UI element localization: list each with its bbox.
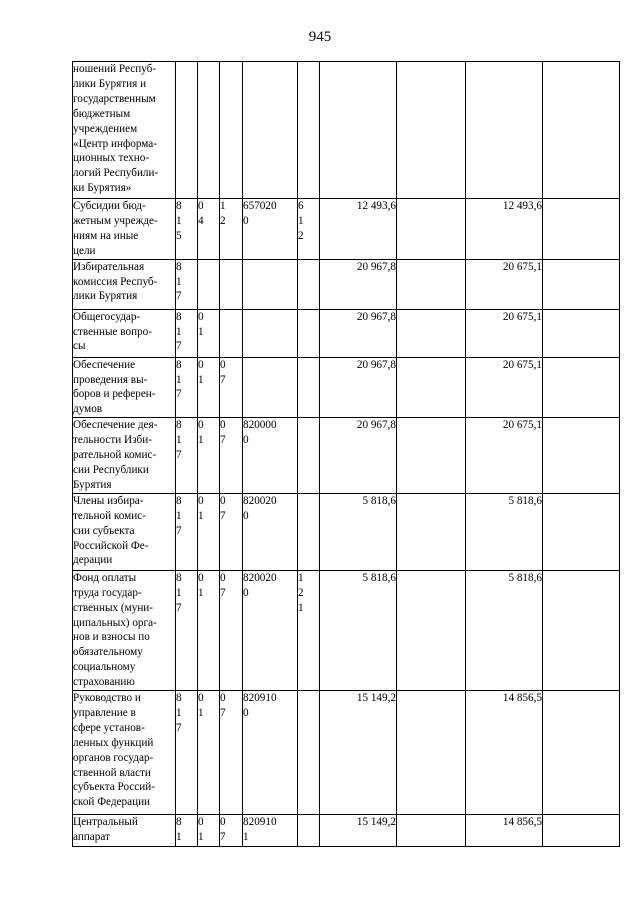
subsection-code-value: 0 7 xyxy=(220,571,226,599)
amount-value-2: 14 856,5 xyxy=(502,816,542,829)
item-name-line: бюджетным xyxy=(73,107,131,120)
table-row xyxy=(73,199,620,260)
table-row xyxy=(73,493,620,570)
amount-value-1: 5 818,6 xyxy=(362,494,396,507)
ved-code-value: 8 1 7 xyxy=(176,260,182,303)
target-article-code-cell xyxy=(243,259,298,309)
amount-value-2: 20 675,1 xyxy=(502,260,542,273)
subsection-code-value: 0 7 xyxy=(220,816,226,843)
ved-code-cell xyxy=(176,570,198,690)
section-code-value: 0 1 xyxy=(198,310,204,338)
expense-type-code-cell xyxy=(298,309,320,357)
item-name-line: Фонд оплаты xyxy=(73,571,137,584)
item-name-line: тельной комис- xyxy=(73,509,146,522)
subsection-code-cell xyxy=(220,62,243,199)
item-name-line: ственные вопро- xyxy=(73,325,152,338)
empty-cell xyxy=(397,309,466,357)
amount-value-1: 12 493,6 xyxy=(356,200,396,212)
ved-code-cell xyxy=(176,418,198,494)
item-name-line: ки Бурятия» xyxy=(73,182,132,195)
ved-code-value: 8 1 xyxy=(176,816,182,843)
section-code-cell xyxy=(198,62,220,199)
amount-value-1: 15 149,2 xyxy=(356,692,396,705)
table-row xyxy=(73,259,620,309)
item-name-line: Избирательная xyxy=(73,260,145,273)
item-name-line: ниям на иные xyxy=(73,229,139,242)
amount-cell-1 xyxy=(320,259,397,309)
item-name-line: проведения вы- xyxy=(73,373,148,386)
empty-cell xyxy=(543,570,620,690)
amount-value-2: 14 856,5 xyxy=(502,692,542,705)
item-name-cell xyxy=(73,62,176,199)
amount-value-1: 20 967,8 xyxy=(356,419,396,432)
empty-cell xyxy=(397,815,466,847)
empty-cell xyxy=(543,691,620,815)
amount-cell-1 xyxy=(320,418,397,494)
item-name-line: ционных техно- xyxy=(73,152,150,165)
subsection-code-cell xyxy=(220,259,243,309)
section-code-cell xyxy=(198,815,220,847)
amount-cell-1 xyxy=(320,815,397,847)
amount-cell-2 xyxy=(466,309,543,357)
item-name-line: ственных (муни- xyxy=(73,601,154,614)
item-name-line: Центральный xyxy=(73,816,138,829)
empty-cell xyxy=(543,199,620,260)
target-article-code-value: 820020 0 xyxy=(243,494,277,522)
expense-type-code-cell xyxy=(298,62,320,199)
item-name-line: Бурятия xyxy=(73,478,112,491)
section-code-value: 0 1 xyxy=(198,816,204,843)
amount-value-2: 20 675,1 xyxy=(502,419,542,432)
ved-code-value: 8 1 7 xyxy=(176,692,182,734)
item-name-line: нов и взносы по xyxy=(73,631,150,644)
section-code-cell xyxy=(198,493,220,570)
amount-value-1: 20 967,8 xyxy=(356,358,396,371)
target-article-code-cell xyxy=(243,62,298,199)
item-name-line: цели xyxy=(73,244,96,257)
amount-cell-2 xyxy=(466,815,543,847)
item-name-line: жетным учрежде- xyxy=(73,214,158,227)
item-name-line: тельности Изби- xyxy=(73,434,152,447)
empty-cell xyxy=(397,357,466,418)
section-code-cell xyxy=(198,691,220,815)
item-name-cell xyxy=(73,815,176,847)
item-name-line: страхованию xyxy=(73,676,135,689)
budget-table xyxy=(72,61,620,847)
item-name-line: думов xyxy=(73,403,103,416)
expense-type-code-cell xyxy=(298,570,320,690)
page-number: 945 xyxy=(308,29,332,45)
expense-type-code-cell xyxy=(298,199,320,260)
table-body xyxy=(73,62,620,847)
section-code-cell xyxy=(198,259,220,309)
amount-value-1: 20 967,8 xyxy=(356,310,396,323)
item-name-line: ской Федерации xyxy=(73,796,151,809)
item-name-line: ципальных) орга- xyxy=(73,616,157,629)
amount-value-2: 12 493,6 xyxy=(502,200,542,212)
target-article-code-cell xyxy=(243,570,298,690)
subsection-code-cell xyxy=(220,199,243,260)
amount-cell-1 xyxy=(320,62,397,199)
ved-code-cell xyxy=(176,815,198,847)
subsection-code-value: 1 2 xyxy=(220,200,226,227)
amount-cell-2 xyxy=(466,199,543,260)
expense-type-code-cell xyxy=(298,815,320,847)
target-article-code-value: 820910 1 xyxy=(243,816,277,843)
item-name-line: Обеспечение xyxy=(73,358,136,371)
amount-value-1: 15 149,2 xyxy=(356,816,396,829)
expense-type-code-cell xyxy=(298,493,320,570)
item-name-line: ственной власти xyxy=(73,766,151,779)
ved-code-cell xyxy=(176,691,198,815)
table-row xyxy=(73,357,620,418)
section-code-cell xyxy=(198,357,220,418)
amount-value-1: 20 967,8 xyxy=(356,260,396,273)
amount-value-2: 5 818,6 xyxy=(508,494,542,507)
amount-cell-2 xyxy=(466,62,543,199)
item-name-line: Субсидии бюд- xyxy=(73,200,146,212)
subsection-code-cell xyxy=(220,493,243,570)
item-name-line: «Центр информа- xyxy=(73,137,157,150)
subsection-code-cell xyxy=(220,691,243,815)
empty-cell xyxy=(397,493,466,570)
subsection-code-cell xyxy=(220,309,243,357)
empty-cell xyxy=(543,493,620,570)
section-code-cell xyxy=(198,570,220,690)
item-name-cell xyxy=(73,493,176,570)
amount-value-2: 5 818,6 xyxy=(508,571,542,584)
item-name-cell xyxy=(73,199,176,260)
item-name-cell xyxy=(73,570,176,690)
expense-type-code-cell xyxy=(298,691,320,815)
item-name-cell xyxy=(73,309,176,357)
expense-type-code-value: 6 1 2 xyxy=(298,200,304,242)
empty-cell xyxy=(397,259,466,309)
subsection-code-cell xyxy=(220,815,243,847)
amount-cell-2 xyxy=(466,357,543,418)
item-name-line: рательной комис- xyxy=(73,449,157,462)
item-name-cell xyxy=(73,418,176,494)
subsection-code-cell xyxy=(220,357,243,418)
item-name-line: обязательному xyxy=(73,646,143,659)
empty-cell xyxy=(397,199,466,260)
target-article-code-cell xyxy=(243,691,298,815)
item-name-line: государственным xyxy=(73,92,156,105)
item-name-line: Общегосудар- xyxy=(73,310,141,323)
empty-cell xyxy=(543,815,620,847)
empty-cell xyxy=(397,62,466,199)
amount-value-2: 20 675,1 xyxy=(502,310,542,323)
ved-code-cell xyxy=(176,259,198,309)
expense-type-code-value: 1 2 1 xyxy=(298,571,304,614)
item-name-line: лики Бурятия xyxy=(73,290,138,303)
table-row xyxy=(73,691,620,815)
expense-type-code-cell xyxy=(298,357,320,418)
item-name-line: Российской Фе- xyxy=(73,539,149,552)
ved-code-cell xyxy=(176,357,198,418)
table-row xyxy=(73,418,620,494)
ved-code-cell xyxy=(176,199,198,260)
empty-cell xyxy=(543,357,620,418)
amount-cell-1 xyxy=(320,691,397,815)
item-name-cell xyxy=(73,691,176,815)
subsection-code-value: 0 7 xyxy=(220,419,226,447)
amount-cell-1 xyxy=(320,357,397,418)
item-name-line: учреждением xyxy=(73,122,138,135)
section-code-value: 0 1 xyxy=(198,494,204,522)
target-article-code-cell xyxy=(243,815,298,847)
target-article-code-cell xyxy=(243,199,298,260)
amount-cell-2 xyxy=(466,418,543,494)
section-code-cell xyxy=(198,309,220,357)
ved-code-value: 8 1 5 xyxy=(176,200,182,242)
target-article-code-cell xyxy=(243,309,298,357)
item-name-line: Члены избира- xyxy=(73,494,144,507)
item-name-line: органов государ- xyxy=(73,751,154,764)
table-row xyxy=(73,570,620,690)
item-name-line: Руководство и xyxy=(73,692,141,705)
expense-type-code-cell xyxy=(298,259,320,309)
item-name-line: аппарат xyxy=(73,830,110,843)
item-name-line: Обеспечение дея- xyxy=(73,419,158,432)
item-name-cell xyxy=(73,259,176,309)
item-name-line: сы xyxy=(73,340,86,353)
amount-cell-2 xyxy=(466,259,543,309)
section-code-cell xyxy=(198,199,220,260)
target-article-code-cell xyxy=(243,357,298,418)
table-row xyxy=(73,815,620,847)
empty-cell xyxy=(543,62,620,199)
empty-cell xyxy=(397,691,466,815)
item-name-line: комиссия Респуб- xyxy=(73,275,158,288)
target-article-code-value: 820000 0 xyxy=(243,419,277,447)
expense-type-code-cell xyxy=(298,418,320,494)
item-name-cell xyxy=(73,357,176,418)
item-name-line: социальному xyxy=(73,661,136,674)
section-code-cell xyxy=(198,418,220,494)
amount-cell-1 xyxy=(320,309,397,357)
ved-code-value: 8 1 7 xyxy=(176,310,182,353)
table-row xyxy=(73,62,620,199)
item-name-line: субъекта Россий- xyxy=(73,781,155,794)
amount-cell-1 xyxy=(320,493,397,570)
empty-cell xyxy=(543,309,620,357)
item-name-line: ношений Респуб- xyxy=(73,63,157,75)
section-code-value: 0 1 xyxy=(198,571,204,599)
empty-cell xyxy=(543,259,620,309)
amount-value-2: 20 675,1 xyxy=(502,358,542,371)
subsection-code-cell xyxy=(220,570,243,690)
empty-cell xyxy=(397,418,466,494)
item-name-line: дерации xyxy=(73,554,113,567)
target-article-code-value: 820020 0 xyxy=(243,571,277,599)
amount-cell-1 xyxy=(320,570,397,690)
target-article-code-cell xyxy=(243,493,298,570)
amount-cell-2 xyxy=(466,691,543,815)
item-name-line: лики Бурятия и xyxy=(73,77,147,90)
subsection-code-value: 0 7 xyxy=(220,358,226,386)
subsection-code-cell xyxy=(220,418,243,494)
item-name-line: сии Республики xyxy=(73,463,149,476)
ved-code-cell xyxy=(176,493,198,570)
subsection-code-value: 0 7 xyxy=(220,494,226,522)
target-article-code-value: 657020 0 xyxy=(243,200,277,227)
empty-cell xyxy=(397,570,466,690)
amount-cell-2 xyxy=(466,493,543,570)
ved-code-value: 8 1 7 xyxy=(176,358,182,401)
empty-cell xyxy=(543,418,620,494)
item-name-line: управление в xyxy=(73,706,136,719)
target-article-code-cell xyxy=(243,418,298,494)
item-name-line: логий Респубили- xyxy=(73,167,159,180)
section-code-value: 0 4 xyxy=(198,200,204,227)
ved-code-cell xyxy=(176,62,198,199)
item-name-line: боров и референ- xyxy=(73,388,156,401)
target-article-code-value: 820910 0 xyxy=(243,692,277,719)
amount-value-1: 5 818,6 xyxy=(362,571,396,584)
item-name-line: сии субъекта xyxy=(73,524,135,537)
ved-code-cell xyxy=(176,309,198,357)
section-code-value: 0 1 xyxy=(198,692,204,719)
section-code-value: 0 1 xyxy=(198,358,204,386)
item-name-line: ленных функций xyxy=(73,736,154,749)
item-name-line: сфере установ- xyxy=(73,721,145,734)
amount-cell-1 xyxy=(320,199,397,260)
ved-code-value: 8 1 7 xyxy=(176,571,182,614)
item-name-line: труда государ- xyxy=(73,586,142,599)
section-code-value: 0 1 xyxy=(198,419,204,447)
subsection-code-value: 0 7 xyxy=(220,692,226,719)
ved-code-value: 8 1 7 xyxy=(176,419,182,462)
ved-code-value: 8 1 7 xyxy=(176,494,182,537)
amount-cell-2 xyxy=(466,570,543,690)
table-row xyxy=(73,309,620,357)
